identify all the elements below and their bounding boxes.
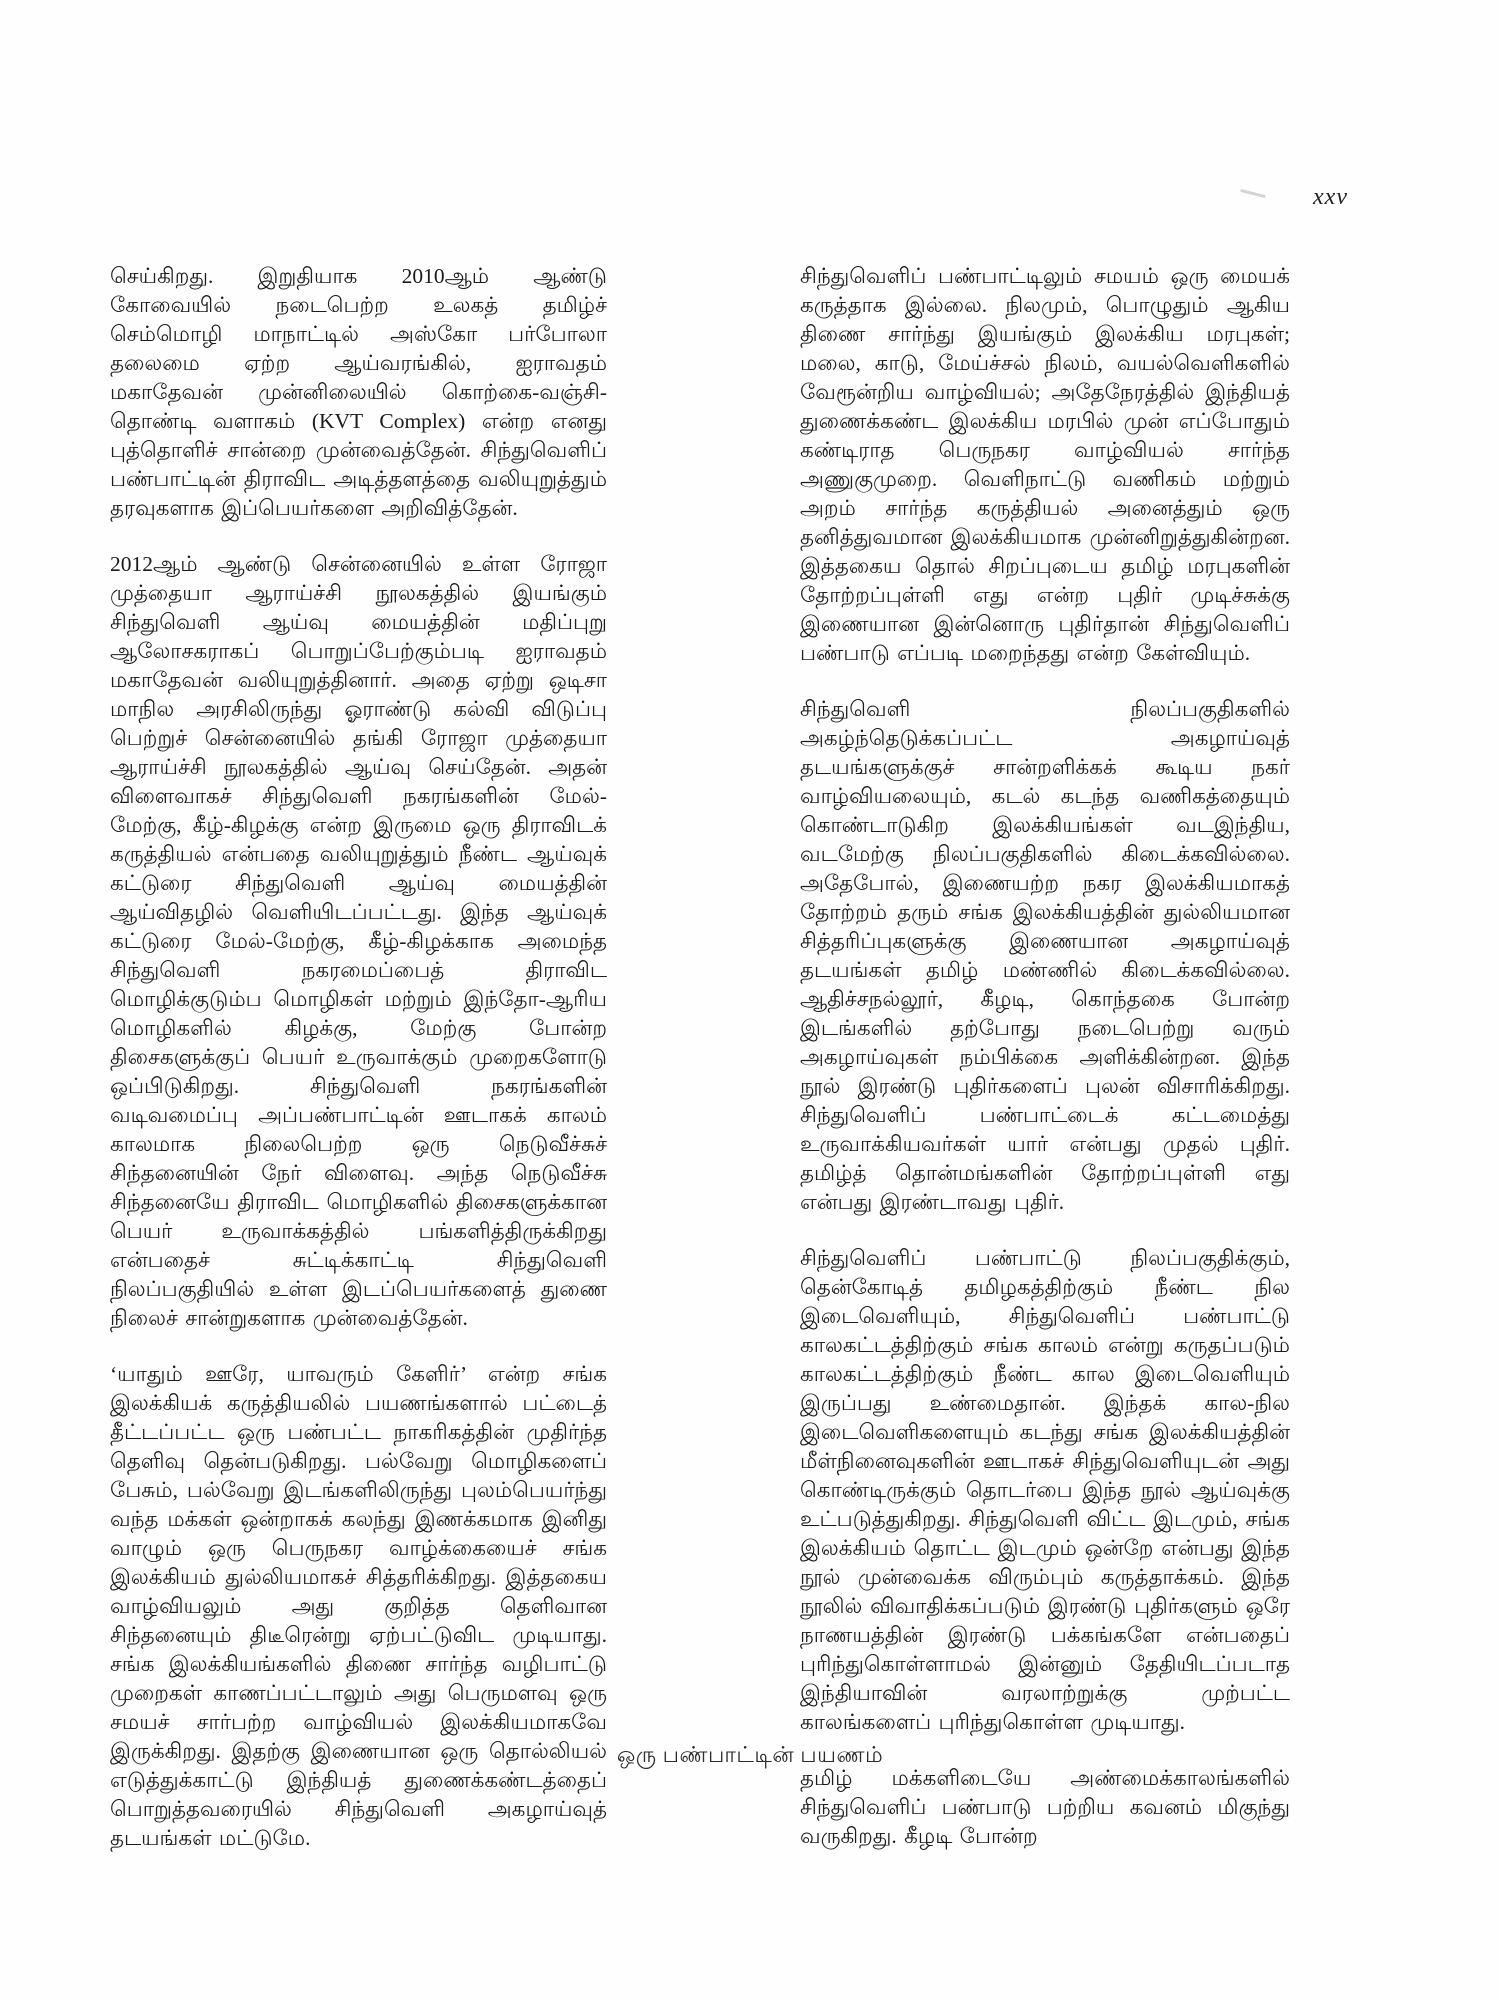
scan-artifact-mark xyxy=(1240,189,1266,198)
paragraph: சிந்துவெளி நிலப்பகுதிகளில் அகழ்ந்தெடுக்கப்பட்ட அகழாய்வுத் தடயங்களுக்குச் சான்றளிக்கக் கூடிய நகர் வாழ்வியலையும், கடல் கடந்த வணிகத்தையும் கொண்டாடுகிற இலக்கியங்கள் வடஇந்திய, வடமேற்கு நிலப்பகுதிகளில் கிடைக்கவில்லை. அதேபோல், இணையற்ற நகர இலக்கியமாகத் தோற்றம் தரும் சங்க இலக்கியத்தின் துல்லியமான சித்தரிப்புகளுக்கு இணையான அகழாய்வுத் தடயங்கள் தமிழ் மண்ணில் கிடைக்கவில்லை. ஆதிச்சநல்லூர், கீழடி, கொந்தகை போன்ற இடங்களில் தற்போது நடைபெற்று வரும் அகழாய்வுகள் நம்பிக்கை அளிக்கின்றன. இந்த நூல் இரண்டு புதிர்களைப் புலன் விசாரிக்கிறது. சிந்துவெளிப் பண்பாட்டைக் கட்டமைத்து உருவாக்கியவர்கள் யார் என்பது முதல் புதிர். தமிழ்த் தொன்மங்களின் தோற்றப்புள்ளி எது என்பது இரண்டாவது புதிர். xyxy=(800,697,1290,1214)
text-column-left xyxy=(110,262,607,1880)
paragraph: 2012ஆம் ஆண்டு சென்னையில் உள்ள ரோஜா முத்தையா ஆராய்ச்சி நூலகத்தில் இயங்கும் சிந்துவெளி ஆய்வு மையத்தின் மதிப்புறு ஆலோசகராகப் பொறுப்பேற்கும்படி ஐராவதம் மகாதேவன் வலியுறுத்தினார். அதை ஏற்று ஒடிசா மாநில அரசிலிருந்து ஓராண்டு கல்வி விடுப்பு பெற்றுச் சென்னையில் தங்கி ரோஜா முத்தையா ஆராய்ச்சி நூலகத்தில் ஆய்வு செய்தேன். அதன் விளைவாகச் சிந்துவெளி நகரங்களின் மேல்-மேற்கு, கீழ்-கிழக்கு என்ற இருமை ஒரு திராவிடக் கருத்தியல் என்பதை வலியுறுத்தும் நீண்ட ஆய்வுக் கட்டுரை சிந்துவெளி ஆய்வு மையத்தின் ஆய்விதழில் வெளியிடப்பட்டது. இந்த ஆய்வுக் கட்டுரை மேல்-மேற்கு, கீழ்-கிழக்காக அமைந்த சிந்துவெளி நகரமைப்பைத் திராவிட மொழிக்குடும்ப மொழிகள் மற்றும் இந்தோ-ஆரிய மொழிகளில் கிழக்கு, மேற்கு போன்ற திசைகளுக்குப் பெயர் உருவாக்கும் முறைகளோடு ஒப்பிடுகிறது. சிந்துவெளி நகரங்களின் வடிவமைப்பு அப்பண்பாட்டின் ஊடாகக் காலம் காலமாக நிலைபெற்ற ஒரு நெடுவீச்சுச் சிந்தனையின் நேர் விளைவு. அந்த நெடுவீச்சு சிந்தனையே திராவிட மொழிகளில் திசைகளுக்கான பெயர் உருவாக்கத்தில் பங்களித்திருக்கிறது என்பதைச் சுட்டிக்காட்டி சிந்துவெளி நிலப்பகுதியில் உள்ள இடப்பெயர்களைத் துணை நிலைச் சான்றுகளாக முன்வைத்தேன். xyxy=(110,552,607,1330)
paragraph: தமிழ் மக்களிடையே அண்மைக்காலங்களில் சிந்துவெளிப் பண்பாடு பற்றிய கவனம் மிகுந்து வருகிறது. கீழடி போன்ற xyxy=(800,1766,1290,1848)
paragraph: சிந்துவெளிப் பண்பாட்டிலும் சமயம் ஒரு மையக் கருத்தாக இல்லை. நிலமும், பொழுதும் ஆகிய திணை சார்ந்து இயங்கும் இலக்கிய மரபுகள்; மலை, காடு, மேய்ச்சல் நிலம், வயல்வெளிகளில் வேரூன்றிய வாழ்வியல்; அதேநேரத்தில் இந்தியத் துணைக்கண்ட இலக்கிய மரபில் முன் எப்போதும் கண்டிராத பெருநகர வாழ்வியல் சார்ந்த அணுகுமுறை. வெளிநாட்டு வணிகம் மற்றும் அறம் சார்ந்த கருத்தியல் அனைத்தும் ஒரு தனித்துவமான இலக்கியமாக முன்னிறுத்துகின்றன. இத்தகைய தொல் சிறப்புடைய தமிழ் மரபுகளின் தோற்றப்புள்ளி எது என்ற புதிர் முடிச்சுக்கு இணையான இன்னொரு புதிர்தான் சிந்துவெளிப் பண்பாடு எப்படி மறைந்தது என்ற கேள்வியும். xyxy=(800,264,1290,665)
footer-caption: ஒரு பண்பாட்டின் பயணம் xyxy=(616,1742,884,1767)
text-column-right xyxy=(800,262,1290,1878)
page-number: xxv xyxy=(1313,184,1348,210)
paragraph: ‘யாதும் ஊரே, யாவரும் கேளிர்’ என்ற சங்க இலக்கியக் கருத்தியலில் பயணங்களால் பட்டைத் தீட்டப்பட்ட ஒரு பண்பட்ட நாகரிகத்தின் முதிர்ந்த தெளிவு தென்படுகிறது. பல்வேறு மொழிகளைப் பேசும், பல்வேறு இடங்களிலிருந்து புலம்பெயர்ந்து வந்த மக்கள் ஒன்றாகக் கலந்து இணக்கமாக இனிது வாழும் ஒரு பெருநகர வாழ்க்கையைச் சங்க இலக்கியம் துல்லியமாகச் சித்தரிக்கிறது. இத்தகைய வாழ்வியலும் அது குறித்த தெளிவான சிந்தனையும் திடீரென்று ஏற்பட்டுவிட முடியாது. சங்க இலக்கியங்களில் திணை சார்ந்த வழிபாட்டு முறைகள் காணப்பட்டாலும் அது பெருமளவு ஒரு சமயச் சார்பற்ற வாழ்வியல் இலக்கியமாகவே இருக்கிறது. இதற்கு இணையான ஒரு தொல்லியல் எடுத்துக்காட்டு இந்தியத் துணைக்கண்டத்தைப் பொறுத்தவரையில் சிந்துவெளி அகழாய்வுத் தடயங்கள் மட்டுமே. xyxy=(110,1362,607,1850)
paragraph: செய்கிறது. இறுதியாக 2010ஆம் ஆண்டு கோவையில் நடைபெற்ற உலகத் தமிழ்ச் செம்மொழி மாநாட்டில் அஸ்கோ பர்போலா தலைமை ஏற்ற ஆய்வரங்கில், ஐராவதம் மகாதேவன் முன்னிலையில் கொற்கை-வஞ்சி-தொண்டி வளாகம் (KVT Complex) என்ற எனது புத்தொளிச் சான்றை முன்வைத்தேன். சிந்துவெளிப் பண்பாட்டின் திராவிட அடித்தளத்தை வலியுறுத்தும் தரவுகளாக இப்பெயர்களை அறிவித்தேன். xyxy=(110,264,607,520)
paragraph: சிந்துவெளிப் பண்பாட்டு நிலப்பகுதிக்கும், தென்கோடித் தமிழகத்திற்கும் நீண்ட நில இடைவெளியும், சிந்துவெளிப் பண்பாட்டு காலகட்டத்திற்கும் சங்க காலம் என்று கருதப்படும் காலகட்டத்திற்கும் நீண்ட கால இடைவெளியும் இருப்பது உண்மைதான். இந்தக் கால-நில இடைவெளிகளையும் கடந்து சங்க இலக்கியத்தின் மீள்நினைவுகளின் ஊடாகச் சிந்துவெளியுடன் அது கொண்டிருக்கும் தொடர்பை இந்த நூல் ஆய்வுக்கு உட்படுத்துகிறது. சிந்துவெளி விட்ட இடமும், சங்க இலக்கியம் தொட்ட இடமும் ஒன்றே என்பது இந்த நூல் முன்வைக்க விரும்பும் கருத்தாக்கம். இந்த நூலில் விவாதிக்கப்படும் இரண்டு புதிர்களும் ஒரே நாணயத்தின் இரண்டு பக்கங்களே என்பதைப் புரிந்துகொள்ளாமல் இன்னும் தேதியிடப்படாத இந்தியாவின் வரலாற்றுக்கு முற்பட்ட காலங்களைப் புரிந்துகொள்ள முடியாது. xyxy=(800,1246,1290,1734)
